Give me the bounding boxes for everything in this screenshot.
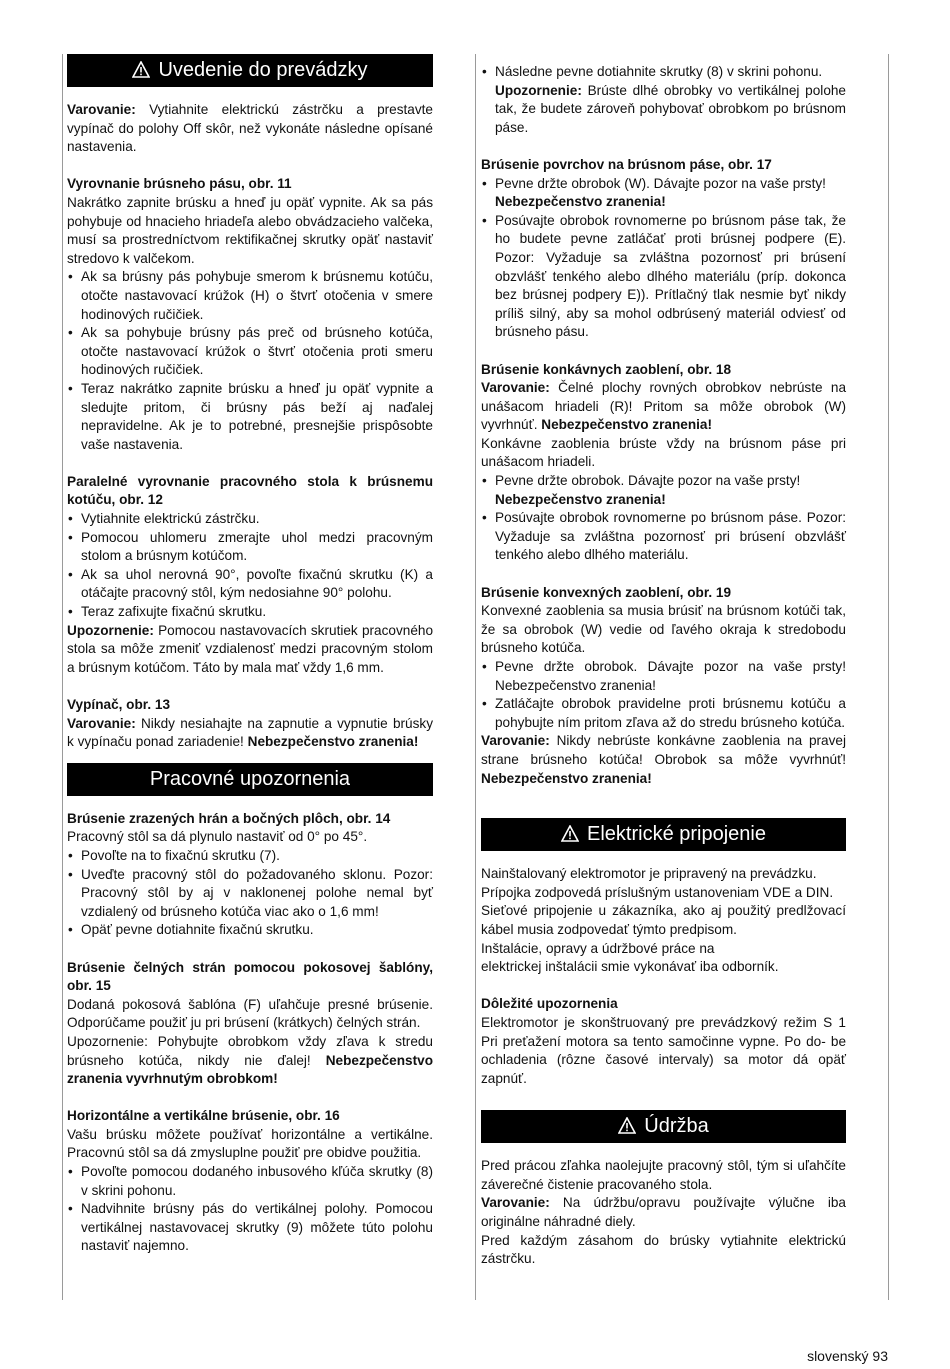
list-item: • Pevne držte obrobok. Dávajte pozor na vaše prsty! Nebezpečenstvo zranenia! bbox=[481, 658, 846, 695]
list-item bbox=[481, 175, 846, 212]
warning-text: Čelné plochy rovných obrobkov nebrúste na unášacom hriadeli (R)! Pritom sa môže obrobok (W) vyvrhnúť. bbox=[481, 380, 846, 433]
list-item: • Posúvajte obrobok rovnomerne po brúsnom páse. Pozor: Vyžaduje sa zvláštna pozornosť pri brúsení obzvlášť tenkého alebo dlhého materiálu. bbox=[481, 509, 846, 565]
bullet-list bbox=[481, 658, 846, 732]
section-title: Elektrické pripojenie bbox=[587, 823, 766, 846]
page-footer: slovenský 93 bbox=[807, 1348, 888, 1364]
list-item: • Ak sa brúsny pás pohybuje smerom k brúsnemu kotúču, otočte nastavovací krúžok (H) o štvrť otočenia v smere hodinových ručičiek. bbox=[67, 268, 433, 324]
warning-label: Varovanie: bbox=[481, 380, 550, 396]
section-heading: Vyrovnanie brúsneho pásu, obr. 11 bbox=[67, 176, 292, 192]
danger-text: Nebezpečenstvo zranenia! bbox=[481, 770, 652, 786]
warning-label: Varovanie: bbox=[481, 733, 550, 749]
warning-text: Nikdy nesiahajte na zapnutie a vypnutie brúsky k vypínaču ponad zariadenie! bbox=[67, 715, 433, 750]
section-heading: Brúsenie zrazených hrán a bočných plôch, obr. 14 bbox=[67, 810, 391, 826]
list-item: • Ak sa uhol nerovná 90°, povoľte fixačnú skrutku (K) a otáčajte pracovný stôl, kým nedosiahne 90° polohu. bbox=[67, 566, 433, 603]
paragraph: Konkávne zaoblenia brúste vždy na brúsnom páse pri unášacom hriadeli. bbox=[481, 435, 846, 470]
note-paragraph bbox=[481, 82, 846, 138]
paragraph bbox=[67, 1033, 433, 1089]
list-item: • Opäť pevne dotiahnite fixačnú skrutku. bbox=[67, 921, 433, 940]
bullet-list bbox=[67, 268, 433, 454]
note-text: Brúste dlhé obrobky vo vertikálnej polohe tak, že budete zároveň pohybovať obrobkom po brúsnom páse. bbox=[495, 82, 846, 135]
danger-text: Nebezpečenstvo zranenia! bbox=[495, 194, 666, 210]
note-text: Pomocou nastavovacích skrutiek pracovného stola sa môže zmeniť vzdialenosť medzi pracovným stolom a brúsnym kotúčom. Táto by mala mať vždy 1,6 mm. bbox=[67, 622, 433, 675]
center-divider-line bbox=[475, 54, 476, 1300]
warning-paragraph bbox=[481, 379, 846, 435]
warning-label: Varovanie: bbox=[67, 102, 136, 117]
list-item: • Ak sa pohybuje brúsny pás preč od brúsneho kotúča, otočte nastavovací krúžok o štvrť otočenia proti smeru hodinových ručičiek. bbox=[67, 324, 433, 380]
paragraph: Inštalácie, opravy a údržbové práce na bbox=[481, 940, 715, 956]
section-bar-maintenance bbox=[481, 1110, 846, 1143]
section-title: Pracovné upozornenia bbox=[149, 767, 351, 790]
warning-paragraph bbox=[67, 715, 433, 752]
note-label: Upozornenie: bbox=[495, 82, 582, 98]
warning-label: Varovanie: bbox=[481, 1195, 550, 1211]
warning-triangle-icon bbox=[132, 56, 150, 89]
warning-text: Nikdy nebrúste konkávne zaoblenia na pravej strane brúsneho kotúča! Obrobok sa môže vyvrhnúť! bbox=[481, 733, 846, 767]
danger-text: Nebezpečenstvo zranenia! bbox=[541, 417, 712, 433]
warning-paragraph bbox=[481, 1194, 846, 1231]
warning-triangle-icon bbox=[618, 1112, 636, 1145]
note-paragraph bbox=[67, 622, 433, 678]
warning-paragraph bbox=[67, 101, 433, 157]
right-margin-line bbox=[888, 54, 889, 1300]
bullet-list bbox=[481, 175, 846, 342]
section-heading: Brúsenie čelných strán pomocou pokosovej šablóny, obr. 15 bbox=[67, 959, 433, 994]
warning-text: Na údržbu/opravu používajte výlučne iba originálne náhradné diely. bbox=[481, 1195, 846, 1230]
list-item bbox=[481, 472, 846, 509]
paragraph: Prípojka zodpovedá príslušným ustanoveniam VDE a DIN. bbox=[481, 884, 834, 900]
section-heading: Vypínač, obr. 13 bbox=[67, 697, 171, 712]
section-title: Údržba bbox=[644, 1115, 709, 1138]
section-heading: Brúsenie povrchov na brúsnom páse, obr. 17 bbox=[481, 156, 772, 172]
list-item: • Vytiahnite elektrickú zástrčku. bbox=[67, 510, 433, 529]
note-label: Upozornenie: bbox=[67, 622, 154, 638]
warning-label: Varovanie: bbox=[67, 715, 136, 731]
danger-text: Nebezpečenstvo zranenia! bbox=[495, 491, 666, 507]
paragraph: Vašu brúsku môžete používať horizontálne a vertikálne. Pracovnú stôl sa dá zmysluplne použiť pre obidve použitia. bbox=[67, 1126, 433, 1161]
section-heading: Brúsenie konkávnych zaoblení, obr. 18 bbox=[481, 361, 732, 377]
section-bar-commissioning bbox=[67, 54, 433, 87]
section-bar-work-notes bbox=[67, 763, 433, 796]
list-item-text: Pevne držte obrobok. Dávajte pozor na vaše prsty! bbox=[495, 473, 801, 489]
paragraph: Nainštalovaný elektromotor je pripravený na prevádzku. bbox=[481, 866, 817, 882]
danger-text: Nebezpečenstvo zranenia vyvrhnutým obrobkom! bbox=[67, 1052, 433, 1087]
paragraph: elektrickej inštalácii smie vykonávať iba odborník. bbox=[481, 959, 779, 975]
note-text: Upozornenie: Pohybujte obrobkom vždy zľava k stredu brúsneho kotúča, nikdy nie ďalej! bbox=[67, 1033, 433, 1068]
bullet-list bbox=[67, 847, 433, 940]
list-item: • Povoľte pomocou dodaného inbusového kľúča skrutky (8) v skrini pohonu. bbox=[67, 1163, 433, 1200]
paragraph: Konvexné zaoblenia sa musia brúsiť na brúsnom kotúči tak, že sa obrobok (W) vedie od ľavého okraja k stredobodu brúsneho kotúča. bbox=[481, 603, 846, 656]
bullet-list bbox=[67, 510, 433, 622]
left-margin-line bbox=[62, 54, 63, 1300]
list-item: • Pomocou uhlomeru zmerajte uhol medzi pracovným stolom a brúsnym kotúčom. bbox=[67, 529, 433, 566]
paragraph: Pred každým zásahom do brúsky vytiahnite elektrickú zástrčku. bbox=[481, 1232, 846, 1267]
paragraph: Pracovný stôl sa dá plynulo nastaviť od 0° po 45°. bbox=[67, 829, 368, 845]
section-heading: Dôležité upozornenia bbox=[481, 996, 618, 1012]
list-item: • Uveďte pracovný stôl do požadovaného sklonu. Pozor: Pracovný stôl by aj v naklonenej polohe nemal byť vzdialený od brúsneho kotúča viac ako o 1,6 mm! bbox=[67, 866, 433, 922]
warning-paragraph bbox=[481, 732, 846, 788]
list-item: • Následne pevne dotiahnite skrutky (8) v skrini pohonu. bbox=[481, 63, 846, 82]
left-column bbox=[67, 54, 433, 1256]
list-item: • Zatláčajte obrobok pravidelne proti brúsnemu kotúču a pohybujte ním pritom zľava až do stredu brúsneho kotúča. bbox=[481, 695, 846, 732]
paragraph: Pred prácou zľahka naolejujte pracovný stôl, tým si uľahčíte záverečné čistenie pracovaného stola. bbox=[481, 1158, 846, 1192]
paragraph: Nakrátko zapnite brúsku a hneď ju opäť vypnite. Ak sa pás pohybuje od hnacieho hriadeľa alebo obvádzacieho valčeka, musí sa prostredníctvom rektifikačnej skrutky opäť nastaviť stredovo k valčekom. bbox=[67, 194, 433, 266]
list-item: • Povoľte na to fixačnú skrutku (7). bbox=[67, 847, 433, 866]
bullet-list bbox=[481, 63, 846, 82]
section-heading: Brúsenie konvexných zaoblení, obr. 19 bbox=[481, 584, 732, 600]
bullet-list bbox=[67, 1163, 433, 1256]
warning-triangle-icon bbox=[561, 820, 579, 853]
list-item-text: Pevne držte obrobok (W). Dávajte pozor na vaše prsty! bbox=[495, 175, 826, 191]
bullet-list bbox=[481, 472, 846, 565]
paragraph: Elektromotor je skonštruovaný pre prevádzkový režim S 1 Pri preťažení motora sa tento samočinne vypne. Po do- be ochladenia (rôzne časové intervaly) sa motor dá opäť zapnúť. bbox=[481, 1014, 846, 1086]
list-item: • Nadvihnite brúsny pás do vertikálnej polohy. Pomocou vertikálnej nastavovacej skrutky (9) môžete túto polohu nastaviť najemno. bbox=[67, 1200, 433, 1256]
section-title: Uvedenie do prevádzky bbox=[158, 59, 368, 81]
right-column bbox=[481, 63, 846, 1269]
list-item: • Teraz nakrátko zapnite brúsku a hneď ju opäť vypnite a sledujte pritom, či brúsny pás beží aj naďalej nepravidelne. Ak je to potrebné, presnejšie prispôsobte vaše nastavenia. bbox=[67, 380, 433, 454]
danger-text: Nebezpečenstvo zranenia! bbox=[247, 734, 419, 750]
section-heading: Horizontálne a vertikálne brúsenie, obr. 16 bbox=[67, 1108, 340, 1124]
section-bar-electrical bbox=[481, 818, 846, 851]
section-heading: Paralelné vyrovnanie pracovného stola k brúsnemu kotúču, obr. 12 bbox=[67, 473, 433, 508]
warning-text: Vytiahnite elektrickú zástrčku a prestavte vypínač do polohy Off skôr, než vykonáte následne opísané nastavenia. bbox=[67, 102, 433, 155]
paragraph: Dodaná pokosová šablóna (F) uľahčuje presné brúsenie. Odporúčame použiť ju pri brúsení (krátkych) čelných strán. bbox=[67, 996, 433, 1031]
list-item: • Posúvajte obrobok rovnomerne po brúsnom páse tak, že ho budete pevne zatláčať proti brúsnej podpere (E). Pozor: Vyžaduje sa zvláštna pozornosť pri brúsení obzvlášť tenkého alebo dlhého materiálu (príp. dokonca bez brúsnej podpery E)). Prítlačný tlak nesmie byť nikdy príliš silný, aby sa mohol odbrúsený materiál odviesť od brúsneho pásu. bbox=[481, 212, 846, 342]
list-item: • Teraz zafixujte fixačnú skrutku. bbox=[67, 603, 433, 622]
paragraph: Sieťové pripojenie u zákazníka, ako aj použitý predlžovací kábel musia zodpovedať týmto predpisom. bbox=[481, 903, 846, 937]
